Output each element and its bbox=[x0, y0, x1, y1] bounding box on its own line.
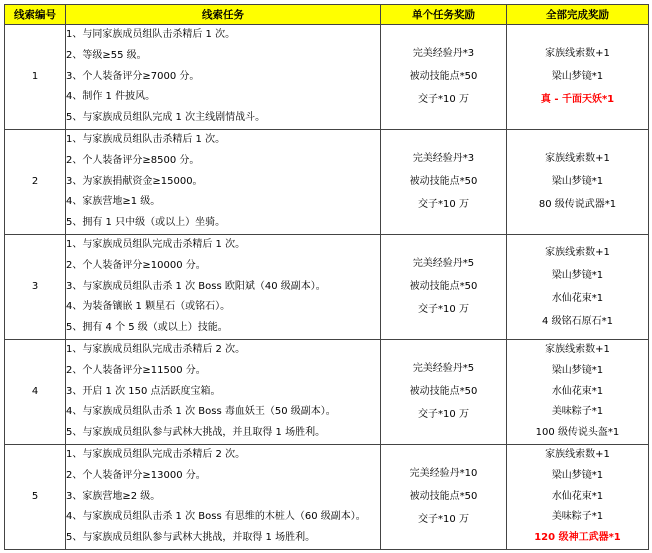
task-item: 1、与同家族成员组队击杀精后 1 次。 bbox=[66, 29, 236, 40]
single-reward-cell bbox=[381, 339, 507, 444]
table-row bbox=[5, 234, 649, 339]
task-item: 2、个人装备评分≥13000 分。 bbox=[66, 469, 206, 481]
all-reward-item: 美味粽子*1 bbox=[551, 406, 604, 418]
all-reward-cell bbox=[507, 339, 649, 444]
single-reward-item: 交子*10 万 bbox=[418, 199, 469, 211]
quest-table bbox=[4, 4, 649, 550]
all-reward-item: 家族线索数+1 bbox=[545, 343, 610, 355]
task-item: 2、个人装备评分≥8500 分。 bbox=[66, 154, 200, 166]
all-reward-cell bbox=[507, 25, 649, 130]
quest-tasks bbox=[66, 234, 381, 339]
task-item: 1、与家族成员组队完成击杀精后 2 次。 bbox=[66, 448, 246, 460]
single-reward-item: 完美经验丹*5 bbox=[412, 363, 475, 375]
single-reward-item: 交子*10 万 bbox=[418, 94, 469, 106]
header-tasks: 线索任务 bbox=[66, 5, 381, 25]
single-reward-item: 被动技能点*50 bbox=[409, 71, 478, 83]
all-reward-cell bbox=[507, 129, 649, 234]
task-item: 4、与家族成员组队击杀 1 次 Boss 毒血妖王（50 级副本）。 bbox=[66, 406, 336, 418]
single-reward-cell bbox=[381, 25, 507, 130]
all-reward-item: 100 级传说头盔*1 bbox=[535, 427, 620, 439]
task-item: 4、与家族成员组队击杀 1 次 Boss 有思维的木桩人（60 级副本）。 bbox=[66, 511, 366, 523]
quest-table-body bbox=[5, 25, 649, 550]
quest-tasks bbox=[66, 339, 381, 444]
header-single-reward: 单个任务奖励 bbox=[381, 5, 507, 25]
all-reward-item: 水仙花束*1 bbox=[551, 292, 604, 304]
single-reward-cell bbox=[381, 129, 507, 234]
task-item: 1、与家族成员组队完成击杀精后 1 次。 bbox=[66, 238, 246, 250]
all-reward-item: 家族线索数+1 bbox=[545, 48, 610, 60]
single-reward-item: 完美经验丹*10 bbox=[409, 468, 478, 480]
task-item: 3、与家族成员组队击杀 1 次 Boss 欧阳斌（40 级副本）。 bbox=[66, 280, 326, 292]
quest-number: 4 bbox=[5, 339, 66, 444]
all-reward-item: 真 - 千面天妖*1 bbox=[540, 94, 615, 106]
task-item: 2、个人装备评分≥11500 分。 bbox=[66, 364, 206, 376]
task-item: 3、开启 1 次 150 点活跃度宝箱。 bbox=[66, 385, 221, 397]
task-item: 2、个人装备评分≥10000 分。 bbox=[66, 259, 206, 271]
all-reward-item: 梁山梦镜*1 bbox=[551, 176, 604, 188]
task-item: 2、等级≥55 级。 bbox=[66, 49, 147, 61]
task-item: 1、与家族成员组队击杀精后 1 次。 bbox=[66, 133, 226, 145]
single-reward-item: 完美经验丹*3 bbox=[412, 48, 475, 60]
all-reward-cell bbox=[507, 444, 649, 549]
quest-number: 2 bbox=[5, 129, 66, 234]
task-item: 3、为家族捐献资金≥15000。 bbox=[66, 175, 203, 187]
single-reward-item: 交子*10 万 bbox=[418, 514, 469, 526]
all-reward-item: 美味粽子*1 bbox=[551, 511, 604, 523]
all-reward-item: 家族线索数+1 bbox=[545, 448, 610, 460]
all-reward-item: 80 级传说武器*1 bbox=[538, 199, 617, 211]
all-reward-item: 梁山梦镜*1 bbox=[551, 364, 604, 376]
header-all-reward: 全部完成奖励 bbox=[507, 5, 649, 25]
task-item: 1、与家族成员组队完成击杀精后 2 次。 bbox=[66, 343, 246, 355]
quest-number: 5 bbox=[5, 444, 66, 549]
all-reward-item: 4 级铭石原石*1 bbox=[542, 315, 613, 327]
quest-tasks bbox=[66, 129, 381, 234]
task-item: 3、家族营地≥2 级。 bbox=[66, 490, 161, 502]
task-item: 4、家族营地≥1 级。 bbox=[66, 196, 161, 208]
table-row bbox=[5, 25, 649, 130]
task-item: 5、与家族成员组队参与武林大挑战，并取得 1 场胜利。 bbox=[66, 532, 316, 544]
all-reward-item: 家族线索数+1 bbox=[545, 246, 610, 258]
single-reward-cell bbox=[381, 234, 507, 339]
table-row bbox=[5, 339, 649, 444]
task-item: 5、拥有 1 只中级（或以上）坐骑。 bbox=[66, 217, 226, 229]
task-item: 5、拥有 4 个 5 级（或以上）技能。 bbox=[66, 322, 228, 334]
task-item: 5、与家族成员组队完成 1 次主线剧情战斗。 bbox=[66, 112, 266, 124]
task-item: 4、为装备镶嵌 1 颗星石（或铭石）。 bbox=[66, 301, 231, 313]
all-reward-item: 家族线索数+1 bbox=[545, 153, 610, 165]
all-reward-item: 梁山梦镜*1 bbox=[551, 469, 604, 481]
all-reward-item: 梁山梦镜*1 bbox=[551, 71, 604, 83]
header-number: 线索编号 bbox=[5, 5, 66, 25]
task-item: 4、制作 1 件披风。 bbox=[66, 91, 156, 103]
single-reward-item: 被动技能点*50 bbox=[409, 491, 478, 503]
single-reward-item: 被动技能点*50 bbox=[409, 176, 478, 188]
all-reward-item: 梁山梦镜*1 bbox=[551, 269, 604, 281]
single-reward-item: 交子*10 万 bbox=[418, 304, 469, 316]
single-reward-item: 交子*10 万 bbox=[418, 409, 469, 421]
quest-tasks bbox=[66, 25, 381, 130]
quest-tasks bbox=[66, 444, 381, 549]
quest-number: 3 bbox=[5, 234, 66, 339]
all-reward-cell bbox=[507, 234, 649, 339]
all-reward-item: 水仙花束*1 bbox=[551, 385, 604, 397]
single-reward-item: 被动技能点*50 bbox=[409, 281, 478, 293]
table-row bbox=[5, 444, 649, 549]
header-row bbox=[5, 5, 649, 25]
table-row bbox=[5, 129, 649, 234]
task-item: 5、与家族成员组队参与武林大挑战，并且取得 1 场胜利。 bbox=[66, 427, 326, 439]
all-reward-item: 120 级神工武器*1 bbox=[534, 532, 621, 544]
single-reward-cell bbox=[381, 444, 507, 549]
all-reward-item: 水仙花束*1 bbox=[551, 490, 604, 502]
single-reward-item: 被动技能点*50 bbox=[409, 386, 478, 398]
task-item: 3、个人装备评分≥7000 分。 bbox=[66, 70, 200, 82]
single-reward-item: 完美经验丹*3 bbox=[412, 153, 475, 165]
single-reward-item: 完美经验丹*5 bbox=[412, 258, 475, 270]
quest-number: 1 bbox=[5, 25, 66, 130]
